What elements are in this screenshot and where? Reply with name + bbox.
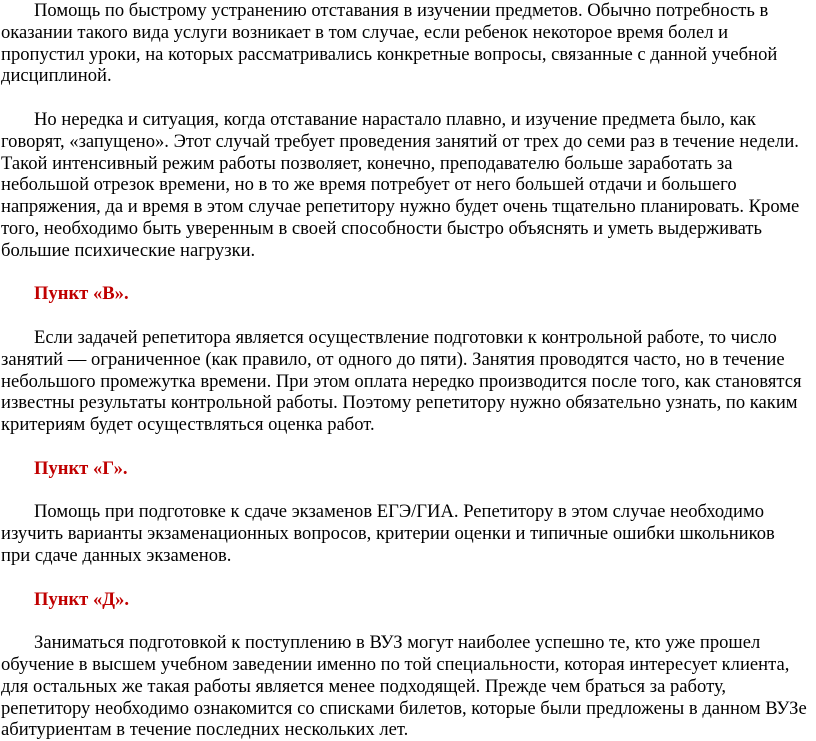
paragraph-exam-preparation: Помощь при подготовке к сдаче экзаменов ЕГЭ/ГИА. Репетитору в этом случае необходимо изучить варианты экзаменационных вопросов, критерии оценки и типичные ошибки школьников при сдаче данных экзаменов. (1, 501, 775, 566)
paragraph-gradual-lag: Но нередка и ситуация, когда отставание нарастало плавно, и изучение предмета было, как говорят, «запущено». Этот случай требует проведения занятий от трех до семи раз в течение недели. Такой интенсивный режим работы позволяет, конечно, преподавателю больше заработать за небольшой отрезок времени, но в то же время потребует от него большей отдачи и большего напряжения, да и время в этом случае репетитору нужно будет очень тщательно планировать. Кроме того, необходимо быть уверенным в своей способности быстро объяснять и уметь выдерживать большие психические нагрузки. (1, 108, 800, 261)
heading-point-g: Пункт «Г». (34, 457, 128, 479)
heading-point-d: Пункт «Д». (34, 588, 130, 610)
spacer (1, 305, 808, 327)
heading-point-v: Пункт «В». (34, 283, 129, 305)
spacer (1, 262, 808, 284)
paragraph-catch-up-help: Помощь по быстрому устранению отставания в изучении предметов. Обычно потребность в оказании такого вида услуги возникает в том случае, если ребенок некоторое время болел и пропустил уроки, на которых рассматривались конкретные вопросы, связанные с данной учебной дисциплиной. (1, 0, 778, 87)
spacer (1, 480, 808, 502)
spacer (1, 87, 808, 109)
spacer (1, 610, 808, 632)
spacer (1, 567, 808, 589)
paragraph-university-admission: Заниматься подготовкой к поступлению в ВУЗ могут наиболее успешно те, кто уже прошел обучение в высшем учебном заведении именно по той специальности, которая интересует клиента, для остальных же такая работы является менее подходящей. Прежде чем браться за работу, репетитору необходимо ознакомится со списками билетов, которые были предложены в данном ВУЗе абитуриентам в течение последних нескольких лет. (1, 632, 807, 741)
paragraph-test-preparation: Если задачей репетитора является осуществление подготовки к контрольной работе, то число занятий — ограниченное (как правило, от одного до пяти). Занятия проводятся часто, но в течение небольшого промежутка времени. При этом оплата нередко производится после того, как становятся известны результаты контрольной работы. Поэтому репетитору нужно обязательно узнать, по каким критериям будет осуществляться оценка работ. (1, 326, 802, 436)
spacer (1, 436, 808, 458)
